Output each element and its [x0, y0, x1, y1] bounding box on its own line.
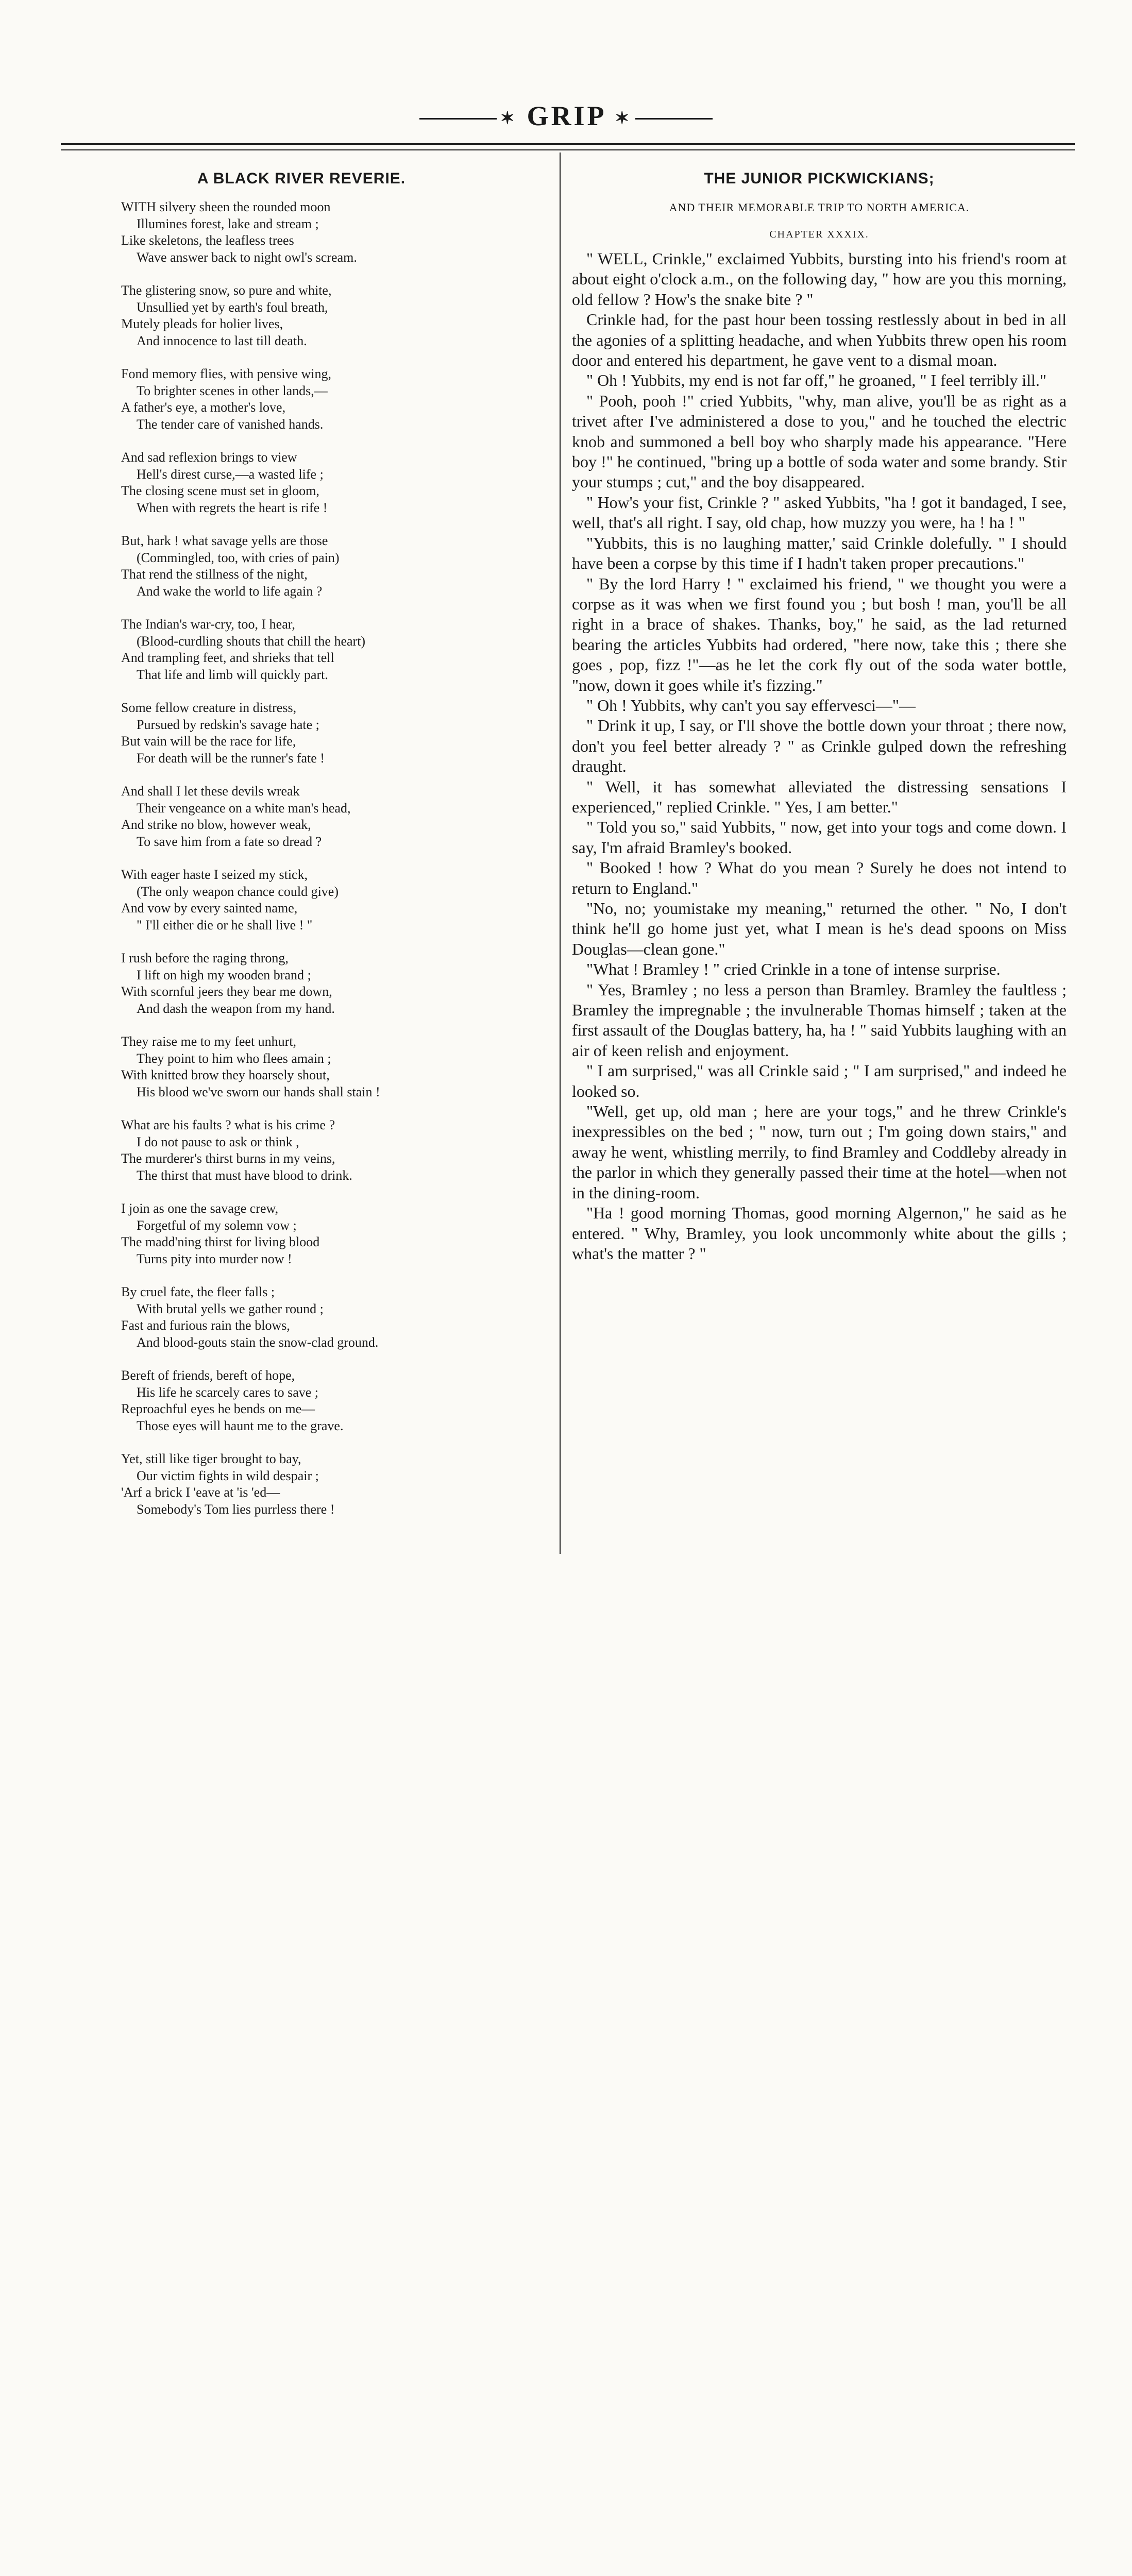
- poem-line: Fast and furious rain the blows,: [121, 1318, 290, 1333]
- story-paragraph: Crinkle had, for the past hour been tossing restlessly about in bed in all the agonies of a splitting headache, and when Yubbits threw open his room door and entered his department, he gave vent to a dismal moan.: [572, 310, 1067, 370]
- story-paragraph: "Ha ! good morning Thomas, good morning Algernon," he said as he entered. " Why, Bramley, you look uncommonly white about the gills ; what's the matter ? ": [572, 1204, 1067, 1263]
- poem-line: But vain will be the race for life,: [121, 734, 296, 749]
- stanza: [121, 282, 533, 349]
- story-paragraph: " Told you so," said Yubbits, " now, get into your togs and come down. I say, I'm afraid Bramley's booked.: [572, 818, 1067, 857]
- poem-line: And sad reflexion brings to view: [121, 450, 297, 465]
- poem-line: And strike no blow, however weak,: [121, 817, 311, 832]
- story-column: [572, 170, 1067, 1264]
- poem-line: Illumines forest, lake and stream ;: [137, 216, 319, 231]
- masthead: [0, 100, 1132, 134]
- stanza: [121, 1284, 533, 1351]
- poem-line: To save him from a fate so dread ?: [137, 834, 322, 849]
- poem-column: [121, 170, 533, 1534]
- poem-line: With knitted brow they hoarsely shout,: [121, 1067, 330, 1082]
- poem-line: And blood-gouts stain the snow-clad ground.: [137, 1334, 379, 1350]
- poem-line: The glistering snow, so pure and white,: [121, 283, 332, 298]
- poem-line: And dash the weapon from my hand.: [137, 1001, 335, 1016]
- poem-line: " I'll either die or he shall live ! ": [137, 917, 313, 933]
- poem-line: Yet, still like tiger brought to bay,: [121, 1451, 301, 1466]
- poem-line: Bereft of friends, bereft of hope,: [121, 1368, 295, 1383]
- poem-line: And innocence to last till death.: [137, 333, 307, 348]
- poem-line: Wave answer back to night owl's scream.: [137, 249, 357, 265]
- stanza: [121, 700, 533, 767]
- story-paragraph: " Oh ! Yubbits, my end is not far off," he groaned, " I feel terribly ill.": [586, 371, 1046, 390]
- poem-line: The murderer's thirst burns in my veins,: [121, 1151, 335, 1166]
- masthead-rule-left: [419, 118, 497, 120]
- poem-title: A BLACK RIVER REVERIE.: [197, 170, 406, 187]
- column-divider: [560, 152, 561, 1554]
- story-paragraph: " Drink it up, I say, or I'll shove the bottle down your throat ; there now, don't you feel better already ? " as Crinkle gulped down the refreshing draught.: [572, 716, 1067, 776]
- story-paragraph: " Booked ! how ? What do you mean ? Surely he does not intend to return to England.": [572, 858, 1067, 897]
- story-paragraph: " By the lord Harry ! " exclaimed his friend, " we thought you were a corpse as it was when we first found you ; but bosh ! man, you'll be all right in a brace of shakes. Thanks, boy," he said, as the lad returned bearing the articles Yubbits had ordered, "here now, take this ; there she goes , pop, fizz !"—as he let the cork fly out of the soda water bottle, "now, down it goes while it's fizzing.": [572, 574, 1067, 694]
- stanza: [121, 1451, 533, 1518]
- story-paragraph: " Well, it has somewhat alleviated the distressing sensations I experienced," replied Crinkle. " Yes, I am better.": [572, 777, 1067, 816]
- stanza: [121, 533, 533, 600]
- header-rule: [61, 143, 1075, 145]
- stanza: [121, 449, 533, 516]
- poem-line: That life and limb will quickly part.: [137, 667, 328, 682]
- masthead-rule-right: [635, 118, 713, 120]
- poem-line: For death will be the runner's fate !: [137, 750, 325, 766]
- stanza: [121, 783, 533, 850]
- story-paragraph: " I am surprised," was all Crinkle said ; " I am surprised," and indeed he looked so.: [572, 1061, 1067, 1100]
- poem-line: When with regrets the heart is rife !: [137, 500, 328, 515]
- poem-line: The closing scene must set in gloom,: [121, 483, 319, 498]
- poem-line: 'Arf a brick I 'eave at 'is 'ed—: [121, 1485, 280, 1500]
- story-paragraph: "No, no; youmistake my meaning," returned the other. " No, I don't think he'll go home just yet, what I mean is he's dead spoons on Miss Douglas—clean gone.": [572, 899, 1067, 958]
- story-paragraph: "Well, get up, old man ; here are your togs," and he threw Crinkle's inexpressibles on the bed ; " now, turn out ; I'm going down stairs," and away he went, whistling merrily, to find Bramley and Coddleby already in the parlor in which they generally passed their time at the hotel—when not in the dining-room.: [572, 1102, 1067, 1202]
- poem-line: Reproachful eyes he bends on me—: [121, 1401, 315, 1416]
- poem-line: The Indian's war-cry, too, I hear,: [121, 617, 295, 632]
- poem-line: Like skeletons, the leafless trees: [121, 233, 294, 248]
- story-body: [572, 249, 1067, 1264]
- masthead-title: GRIP: [527, 100, 605, 131]
- poem-line: And vow by every sainted name,: [121, 901, 298, 916]
- poem-line: (Commingled, too, with cries of pain): [137, 550, 340, 565]
- poem-line: That rend the stillness of the night,: [121, 567, 308, 582]
- stanza: [121, 366, 533, 433]
- story-paragraph: " Pooh, pooh !" cried Yubbits, "why, man alive, you'll be as right as a trivet after I've administered a dose to you," and he touched the electric knob and summoned a bell boy who sharply made his appearance. "Here boy !" he continued, "bring up a bottle of soda water and some brandy. Stir your stumps ; cut," and the boy disappeared.: [572, 391, 1067, 492]
- poem-line: I rush before the raging throng,: [121, 951, 289, 965]
- stanza: [121, 1033, 533, 1100]
- poem-line: Those eyes will haunt me to the grave.: [137, 1418, 344, 1433]
- poem-line: I do not pause to ask or think ,: [137, 1134, 299, 1149]
- poem-line: A father's eye, a mother's love,: [121, 400, 286, 415]
- poem-line: I join as one the savage crew,: [121, 1201, 279, 1216]
- poem-line: To brighter scenes in other lands,—: [137, 383, 328, 398]
- poem-line: Pursued by redskin's savage hate ;: [137, 717, 319, 732]
- story-paragraph: "Yubbits, this is no laughing matter,' said Crinkle dolefully. " I should have been a corpse by this time if I hadn't taken proper precautions.": [572, 533, 1067, 573]
- poem-line: With eager haste I seized my stick,: [121, 867, 308, 882]
- poem-line: But, hark ! what savage yells are those: [121, 533, 328, 548]
- poem-line: They raise me to my feet unhurt,: [121, 1034, 297, 1049]
- story-title: THE JUNIOR PICKWICKIANS;: [704, 170, 935, 187]
- stanza: [121, 1117, 533, 1184]
- poem-line: With scornful jeers they bear me down,: [121, 984, 332, 999]
- story-paragraph: " Yes, Bramley ; no less a person than Bramley. Bramley the faultless ; Bramley the impregnable ; the invulnerable Thomas himself ; taken at the first assault of the Douglas battery, ha, ha ! " said Yubbits laughing with an air of keen relish and enjoyment.: [572, 980, 1067, 1060]
- poem-line: What are his faults ? what is his crime ?: [121, 1117, 335, 1132]
- poem-line: Turns pity into murder now !: [137, 1251, 292, 1266]
- chapter-heading: CHAPTER XXXIX.: [769, 229, 869, 240]
- poem-line: His blood we've sworn our hands shall stain !: [137, 1084, 380, 1099]
- story-subtitle: AND THEIR MEMORABLE TRIP TO NORTH AMERICA.: [669, 201, 970, 214]
- poem-stanzas: [121, 199, 533, 1518]
- poem-line: I lift on high my wooden brand ;: [137, 967, 311, 982]
- stanza: [121, 950, 533, 1017]
- story-paragraph: "What ! Bramley ! " cried Crinkle in a tone of intense surprise.: [586, 960, 1001, 979]
- poem-line: And trampling feet, and shrieks that tell: [121, 650, 334, 665]
- star-ornament-icon: ✶: [615, 109, 632, 128]
- poem-line: By cruel fate, the fleer falls ;: [121, 1284, 275, 1299]
- stanza: [121, 616, 533, 683]
- story-paragraph: " Oh ! Yubbits, why can't you say effervesci—"—: [586, 696, 916, 715]
- poem-line: The madd'ning thirst for living blood: [121, 1234, 320, 1249]
- poem-line: With brutal yells we gather round ;: [137, 1301, 324, 1316]
- header-rule: [61, 149, 1075, 150]
- poem-line: WITH silvery sheen the rounded moon: [121, 199, 331, 214]
- poem-line: Forgetful of my solemn vow ;: [137, 1217, 297, 1233]
- star-ornament-icon: ✶: [500, 109, 517, 128]
- story-paragraph: " WELL, Crinkle," exclaimed Yubbits, bursting into his friend's room at about eight o'clock a.m., on the following day, " how are you this morning, old fellow ? How's the snake bite ? ": [572, 249, 1067, 309]
- poem-line: Mutely pleads for holier lives,: [121, 316, 283, 331]
- story-paragraph: " How's your fist, Crinkle ? " asked Yubbits, "ha ! got it bandaged, I see, well, that's all right. I say, old chap, how muzzy you were, ha ! ha ! ": [572, 493, 1067, 532]
- poem-line: The tender care of vanished hands.: [137, 416, 324, 432]
- poem-line: Our victim fights in wild despair ;: [137, 1468, 319, 1483]
- poem-line: Hell's direst curse,—a wasted life ;: [137, 466, 324, 482]
- poem-line: They point to him who flees amain ;: [137, 1050, 331, 1066]
- poem-line: And shall I let these devils wreak: [121, 784, 300, 799]
- poem-line: The thirst that must have blood to drink.: [137, 1167, 352, 1183]
- poem-line: Fond memory flies, with pensive wing,: [121, 366, 332, 381]
- stanza: [121, 1200, 533, 1267]
- poem-line: (Blood-curdling shouts that chill the heart): [137, 633, 366, 649]
- stanza: [121, 199, 533, 266]
- poem-line: Unsullied yet by earth's foul breath,: [137, 299, 328, 315]
- poem-line: And wake the world to life again ?: [137, 583, 323, 599]
- poem-line: Some fellow creature in distress,: [121, 700, 297, 715]
- stanza: [121, 867, 533, 934]
- poem-line: (The only weapon chance could give): [137, 884, 339, 899]
- poem-line: Somebody's Tom lies purrless there !: [137, 1501, 335, 1517]
- poem-line: Their vengeance on a white man's head,: [137, 800, 351, 816]
- poem-line: His life he scarcely cares to save ;: [137, 1384, 319, 1400]
- stanza: [121, 1367, 533, 1434]
